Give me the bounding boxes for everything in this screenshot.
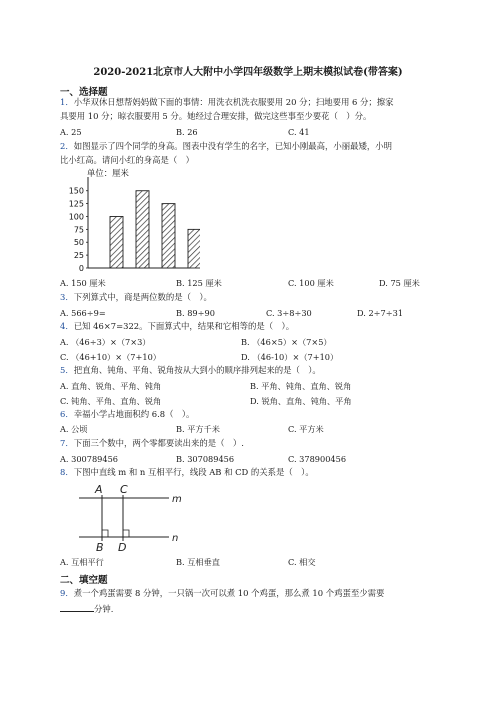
right-angle-mark-d bbox=[123, 530, 129, 537]
q5-option-b: B. 平角、钝角、直角、锐角 bbox=[250, 381, 352, 391]
q2-line1: 2．如图显示了四个同学的身高。图表中没有学生的名字，已知小刚最高，小丽最矮，小明 bbox=[60, 141, 392, 151]
q8-option-a: A. 互相平行 bbox=[60, 557, 104, 567]
q3-option-c: C. 3÷8÷30 bbox=[266, 308, 312, 318]
q5-option-d: D. 锐角、直角、钝角、平角 bbox=[250, 396, 352, 406]
q4-option-d: D. （46-10）×（7+10） bbox=[241, 352, 339, 362]
height-bar-chart bbox=[60, 165, 200, 275]
label-m: m bbox=[172, 494, 182, 505]
label-a: A bbox=[95, 483, 103, 496]
q4-option-b: B. （46×5）×（7×5） bbox=[241, 337, 332, 347]
page-title: 2020-2021北京市人大附中小学四年级数学上期末模拟试卷(带答案) bbox=[93, 67, 403, 78]
q5-number: 5． bbox=[60, 365, 74, 375]
q1-option-a: A. 25 bbox=[60, 127, 82, 137]
y-tick-label: 100 bbox=[68, 212, 84, 222]
q1-option-b: B. 26 bbox=[176, 127, 198, 137]
y-tick-label: 75 bbox=[73, 225, 84, 235]
q7-option-c: C. 378900456 bbox=[288, 454, 347, 464]
label-c: C bbox=[120, 483, 128, 496]
q6-number: 6． bbox=[60, 409, 74, 419]
bar-2 bbox=[136, 191, 149, 268]
q4-option-a: A. （46÷3）×（7×3） bbox=[60, 337, 151, 347]
q2-number: 2． bbox=[60, 141, 74, 151]
chart-y-ticks bbox=[69, 187, 88, 273]
q8-line: 8．下图中直线 m 和 n 互相平行，线段 AB 和 CD 的关系是（ ）。 bbox=[60, 467, 314, 477]
y-tick-label: 150 bbox=[68, 186, 84, 196]
bar-3 bbox=[162, 204, 175, 268]
q4-line: 4．已知 46×7=322。下面算式中，结果和它相等的是（ ）。 bbox=[60, 321, 295, 331]
y-tick-label: 25 bbox=[73, 251, 84, 261]
section-fill-heading: 二、填空题 bbox=[60, 575, 108, 586]
q6-option-c: C. 平方米 bbox=[288, 424, 324, 434]
q1-line2: 具要用 10 分；晾衣服要用 5 分。她经过合理安排，做完这些事至少要花（ ）分。 bbox=[60, 111, 372, 121]
q1-option-c: C. 41 bbox=[288, 127, 310, 137]
y-tick-label: 50 bbox=[73, 238, 84, 248]
q3-line: 3．下列算式中，商是两位数的是（ ）。 bbox=[60, 292, 212, 302]
q3-option-a: A. 566÷9= bbox=[60, 308, 106, 318]
bar-4 bbox=[188, 229, 200, 268]
q9-number: 9． bbox=[60, 588, 74, 598]
q3-number: 3． bbox=[60, 292, 74, 302]
q1-number: 1． bbox=[60, 97, 74, 107]
y-tick-label: 0 bbox=[78, 264, 84, 273]
q8-option-b: B. 互相垂直 bbox=[176, 557, 220, 567]
label-n: n bbox=[172, 533, 179, 544]
q8-option-c: C. 相交 bbox=[288, 557, 316, 567]
q4-number: 4． bbox=[60, 321, 74, 331]
q2-option-b: B. 125 厘米 bbox=[176, 278, 222, 288]
section-choice-heading: 一、选择题 bbox=[60, 87, 108, 98]
q5-option-c: C. 钝角、平角、直角、锐角 bbox=[60, 396, 162, 406]
q9-line2: 分钟. bbox=[60, 603, 113, 615]
q5-option-a: A. 直角、锐角、平角、钝角 bbox=[60, 381, 162, 391]
q9-answer-blank[interactable] bbox=[60, 603, 94, 612]
q8-number: 8． bbox=[60, 467, 74, 477]
q2-option-c: C. 100 厘米 bbox=[288, 278, 334, 288]
q1-line1: 1．小华双休日想帮妈妈做下面的事情：用洗衣机洗衣服要用 20 分；扫地要用 6 分；擦家 bbox=[60, 97, 394, 107]
q2-line2: 比小红高。请问小红的身高是（ ） bbox=[60, 155, 194, 165]
q3-option-d: D. 2÷7÷31 bbox=[357, 308, 404, 318]
label-b: B bbox=[96, 541, 104, 553]
q9-line1: 9．煮一个鸡蛋需要 8 分钟，一只锅一次可以煮 10 个鸡蛋，那么煮 10 个鸡蛋至少需要 bbox=[60, 588, 385, 598]
q7-option-b: B. 307089456 bbox=[176, 454, 235, 464]
q2-option-d: D. 75 厘米 bbox=[379, 278, 420, 288]
label-d: D bbox=[118, 541, 127, 553]
chart-unit-label: 单位：厘米 bbox=[87, 168, 129, 178]
chart-bars bbox=[110, 191, 200, 268]
q3-option-b: B. 89÷90 bbox=[176, 308, 215, 318]
q7-option-a: A. 300789456 bbox=[60, 454, 119, 464]
q6-option-b: B. 平方千米 bbox=[176, 424, 220, 434]
q5-line: 5．把直角、钝角、平角、锐角按从大到小的顺序排列起来的是（ ）。 bbox=[60, 365, 321, 375]
y-tick-label: 125 bbox=[68, 199, 84, 209]
q4-option-c: C. （46+10）×（7+10） bbox=[60, 352, 161, 362]
q7-line: 7．下面三个数中，两个零都要读出来的是（ ）. bbox=[60, 438, 244, 448]
q7-number: 7． bbox=[60, 438, 74, 448]
q6-line: 6．幸福小学占地面积约 6.8（ ）。 bbox=[60, 409, 195, 419]
q6-option-a: A. 公顷 bbox=[60, 424, 88, 434]
parallel-lines-figure bbox=[76, 481, 186, 553]
q2-option-a: A. 150 厘米 bbox=[60, 278, 106, 288]
right-angle-mark-b bbox=[102, 530, 108, 537]
bar-1 bbox=[110, 216, 123, 268]
